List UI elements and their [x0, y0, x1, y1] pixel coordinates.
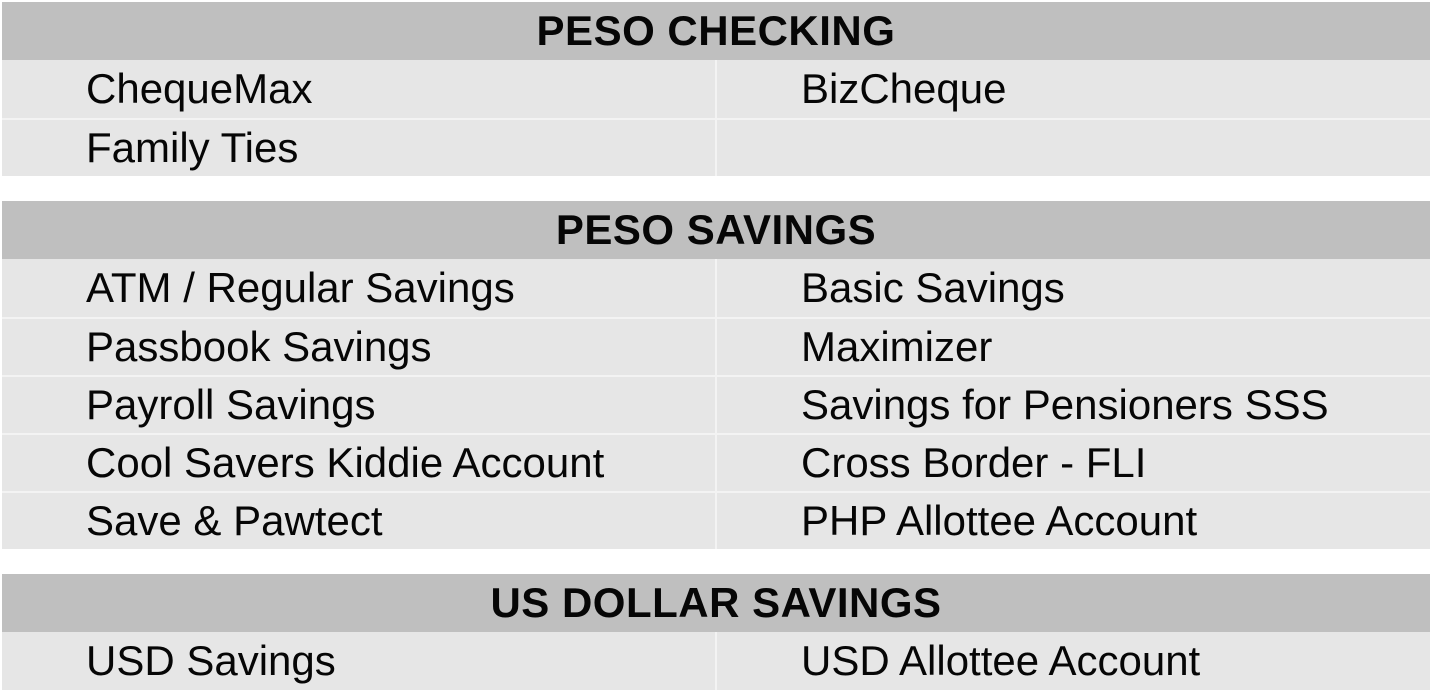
product-cell: Family Ties	[2, 120, 717, 176]
table-row	[2, 60, 1430, 118]
product-cell: ATM / Regular Savings	[2, 259, 717, 317]
product-cell: ChequeMax	[2, 60, 717, 118]
section-peso-checking	[2, 2, 1430, 176]
table-row	[2, 317, 1430, 375]
product-cell: USD Allottee Account	[801, 637, 1201, 684]
section-us-dollar-savings	[2, 574, 1430, 690]
section-header-peso-savings: PESO SAVINGS	[2, 201, 1430, 259]
table-row	[2, 632, 1430, 690]
product-cell: Save & Pawtect	[2, 493, 717, 549]
product-cell: USD Savings	[2, 632, 717, 690]
section-header-peso-checking: PESO CHECKING	[2, 2, 1430, 60]
product-cell	[717, 120, 1430, 176]
product-cell: Passbook Savings	[2, 319, 717, 375]
product-cell: Basic Savings	[801, 264, 1065, 311]
section-header-us-dollar-savings: US DOLLAR SAVINGS	[2, 574, 1430, 632]
product-cell: Cross Border - FLI	[801, 439, 1147, 486]
product-cell: Savings for Pensioners SSS	[801, 381, 1329, 428]
table-row	[2, 491, 1430, 549]
product-cell: BizCheque	[801, 65, 1007, 112]
product-cell: PHP Allottee Account	[801, 497, 1198, 544]
section-peso-savings	[2, 201, 1430, 549]
product-cell: Maximizer	[801, 323, 993, 370]
table-row	[2, 118, 1430, 176]
table-row	[2, 433, 1430, 491]
product-cell: Cool Savers Kiddie Account	[2, 435, 717, 491]
product-cell: Payroll Savings	[2, 377, 717, 433]
table-row	[2, 375, 1430, 433]
table-row	[2, 259, 1430, 317]
